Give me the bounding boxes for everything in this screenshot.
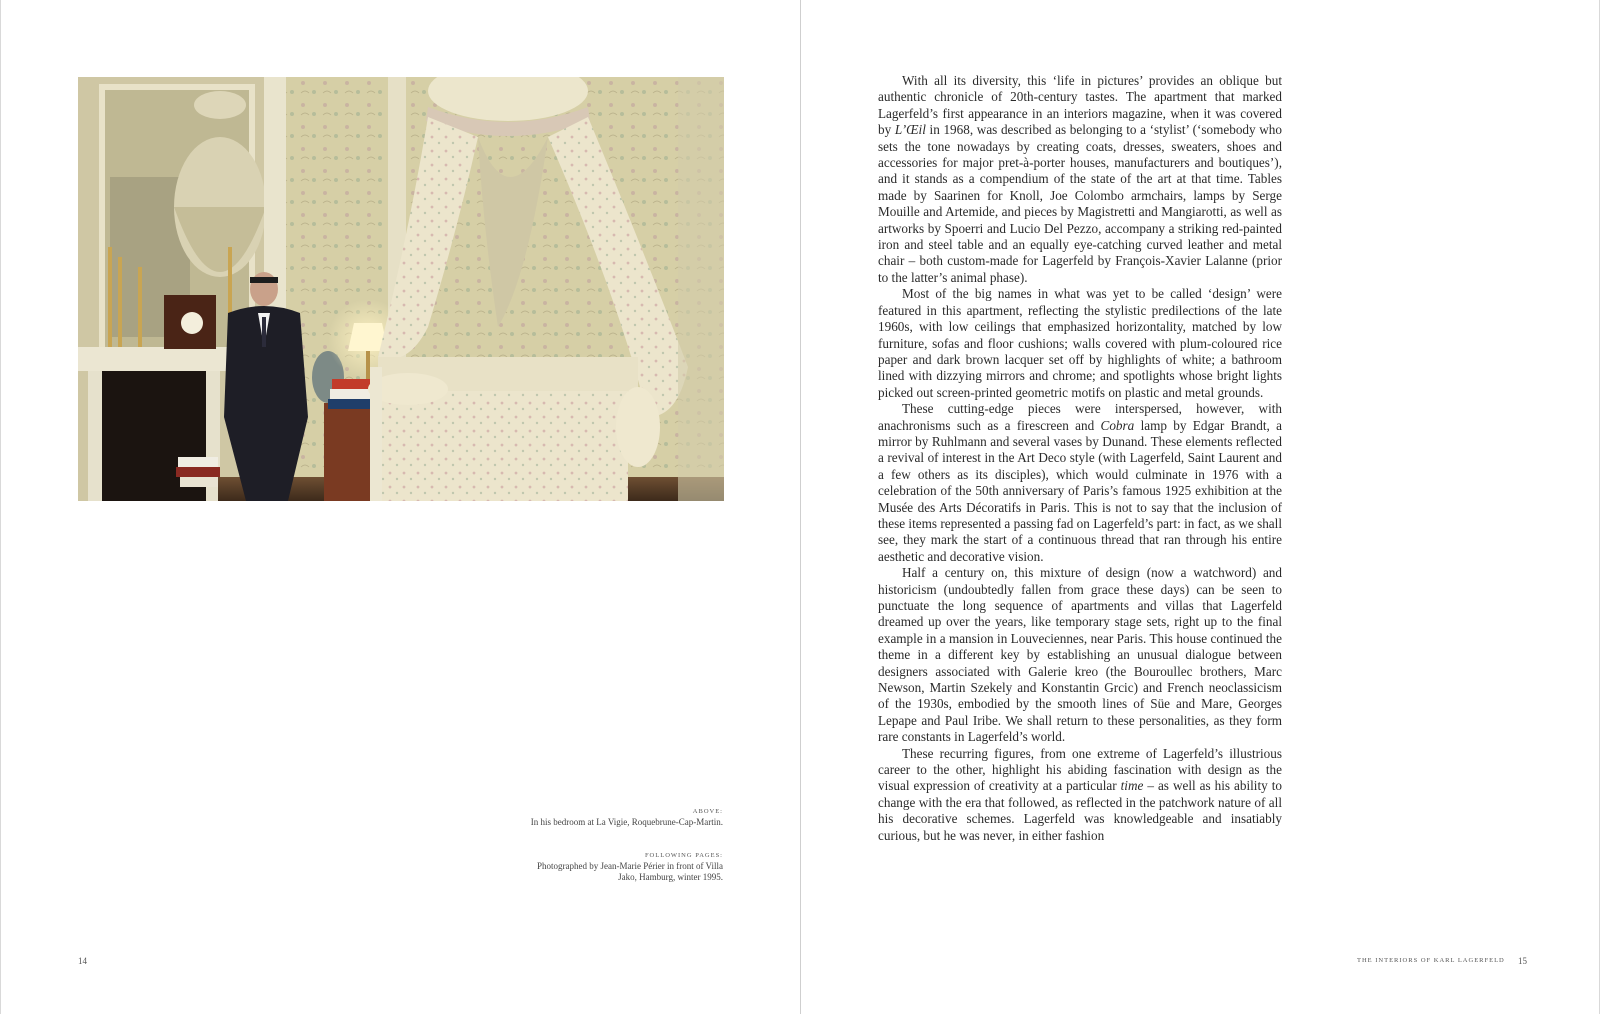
body-paragraph xyxy=(878,286,1282,401)
caption-above xyxy=(523,806,723,828)
text-run: Most of the big names in what was yet to be called ‘design’ were featured in this apartment, reflecting the stylistic predilections of the late 1960s, with low ceilings that emphasized horizontality, matched by low furniture, sofas and floor cushions; walls covered with plum-coloured rice paper and dark brown lacquer set off by highlights of white; a bathroom lined with dizzying mirrors and chrome; and spotlights whose bright lights picked out screen-printed geometric motifs on plastic and metal grounds. xyxy=(878,286,1282,400)
body-paragraph xyxy=(878,401,1282,565)
caption-above-text: In his bedroom at La Vigie, Roquebrune-Cap-Martin. xyxy=(530,817,723,827)
text-run: With all its diversity, this ‘life in pictures’ provides an oblique but authentic chronicle of 20th-century tastes. The apartment that marked Lagerfeld’s first appearance in an interiors magazine, when it was covered by xyxy=(878,73,1282,138)
caption-following-text: Photographed by Jean-Marie Périer in front of Villa Jako, Hamburg, winter 1995. xyxy=(537,861,723,882)
text-run: These recurring figures, from one extreme of Lagerfeld’s illustrious career to the other, highlight his abiding fascination with design as the visual expression of creativity at a particular xyxy=(878,745,1282,794)
right-page-number: 15 xyxy=(1518,956,1527,966)
text-run: lamp by Edgar Brandt, a mirror by Ruhlmann and several vases by Dunand. These elements reflected a revival of interest in the Art Deco style (with Lagerfeld, Saint Laurent and a few others as its disciples), which would culminate in 1976 with a celebration of the 50th anniversary of Paris’s famous 1925 exhibition at the Musée des Arts Décoratifs in Paris. This is not to say that the inclusion of these items represented a passing fad on Lagerfeld’s part: in fact, as we shall see, they mark the start of a continuous thread that ran through his entire aesthetic and decorative vision. xyxy=(878,417,1282,564)
bedroom-photograph xyxy=(78,77,724,501)
running-head: THE INTERIORS OF KARL LAGERFELD xyxy=(1357,957,1505,964)
body-paragraph xyxy=(878,746,1282,844)
body-text-column xyxy=(878,73,1282,844)
text-run: – as well as his ability to change with the era that followed, as reflected in the patchwork nature of all his decorative schemes. Lagerfeld was knowledgeable and insatiably curious, but he was never, in either fashion xyxy=(878,778,1282,843)
body-paragraph xyxy=(878,565,1282,745)
italic-title: L’Œil xyxy=(894,122,926,138)
caption-following-label: FOLLOWING PAGES: xyxy=(644,852,723,859)
text-run: Half a century on, this mixture of design (now a watchword) and historicism (undoubtedly fallen from grace these days) can be seen to punctuate the long sequence of apartments and villas that Lagerfeld dreamed up over the years, like temporary stage sets, right up to the final example in a mansion in Louveciennes, near Paris. This house continued the theme in a different key by establishing an unusual dialogue between designers associated with Galerie kreo (the Bouroullec brothers, Marc Newson, Martin Szekely and Konstantin Grcic) and French neoclassicism of the 1930s, embodied by the smooth lines of Süe and Mare, Georges Lepape and Paul Iribe. We shall return to these personalities, as they form rare constants in Lagerfeld’s world. xyxy=(878,565,1282,745)
italic-title: time xyxy=(1120,778,1144,794)
caption-above-label: ABOVE: xyxy=(692,808,723,815)
text-run: in 1968, was described as belonging to a ‘stylist’ (‘somebody who sets the tone nowadays by creating coats, dresses, sweaters, shoes and accessories for major pret-à-porter houses, manufacturers and boutiques’), and it stands as a compendium of the state of the art at that time. Tables made by Saarinen for Knoll, Joe Colombo armchairs, lamps by Serge Mouille and Artemide, and pieces by Magistretti and Mangiarotti, as well as artworks by Spoerri and Lucio Del Pezzo, accompany a striking red-painted iron and steel table and an equally eye-catching curved leather and metal chair – both custom-made for Lagerfeld by François-Xavier Lalanne (prior to the latter’s animal phase). xyxy=(878,122,1282,285)
right-page xyxy=(800,0,1600,1014)
text-run: These cutting-edge pieces were interspersed, however, with anachronisms such as a firescreen and xyxy=(878,401,1282,433)
left-page-number: 14 xyxy=(78,956,87,966)
caption-following-pages xyxy=(523,850,723,883)
bedroom-photo-illustration xyxy=(78,77,724,501)
italic-title: Cobra xyxy=(1100,417,1135,433)
body-paragraph xyxy=(878,73,1282,286)
